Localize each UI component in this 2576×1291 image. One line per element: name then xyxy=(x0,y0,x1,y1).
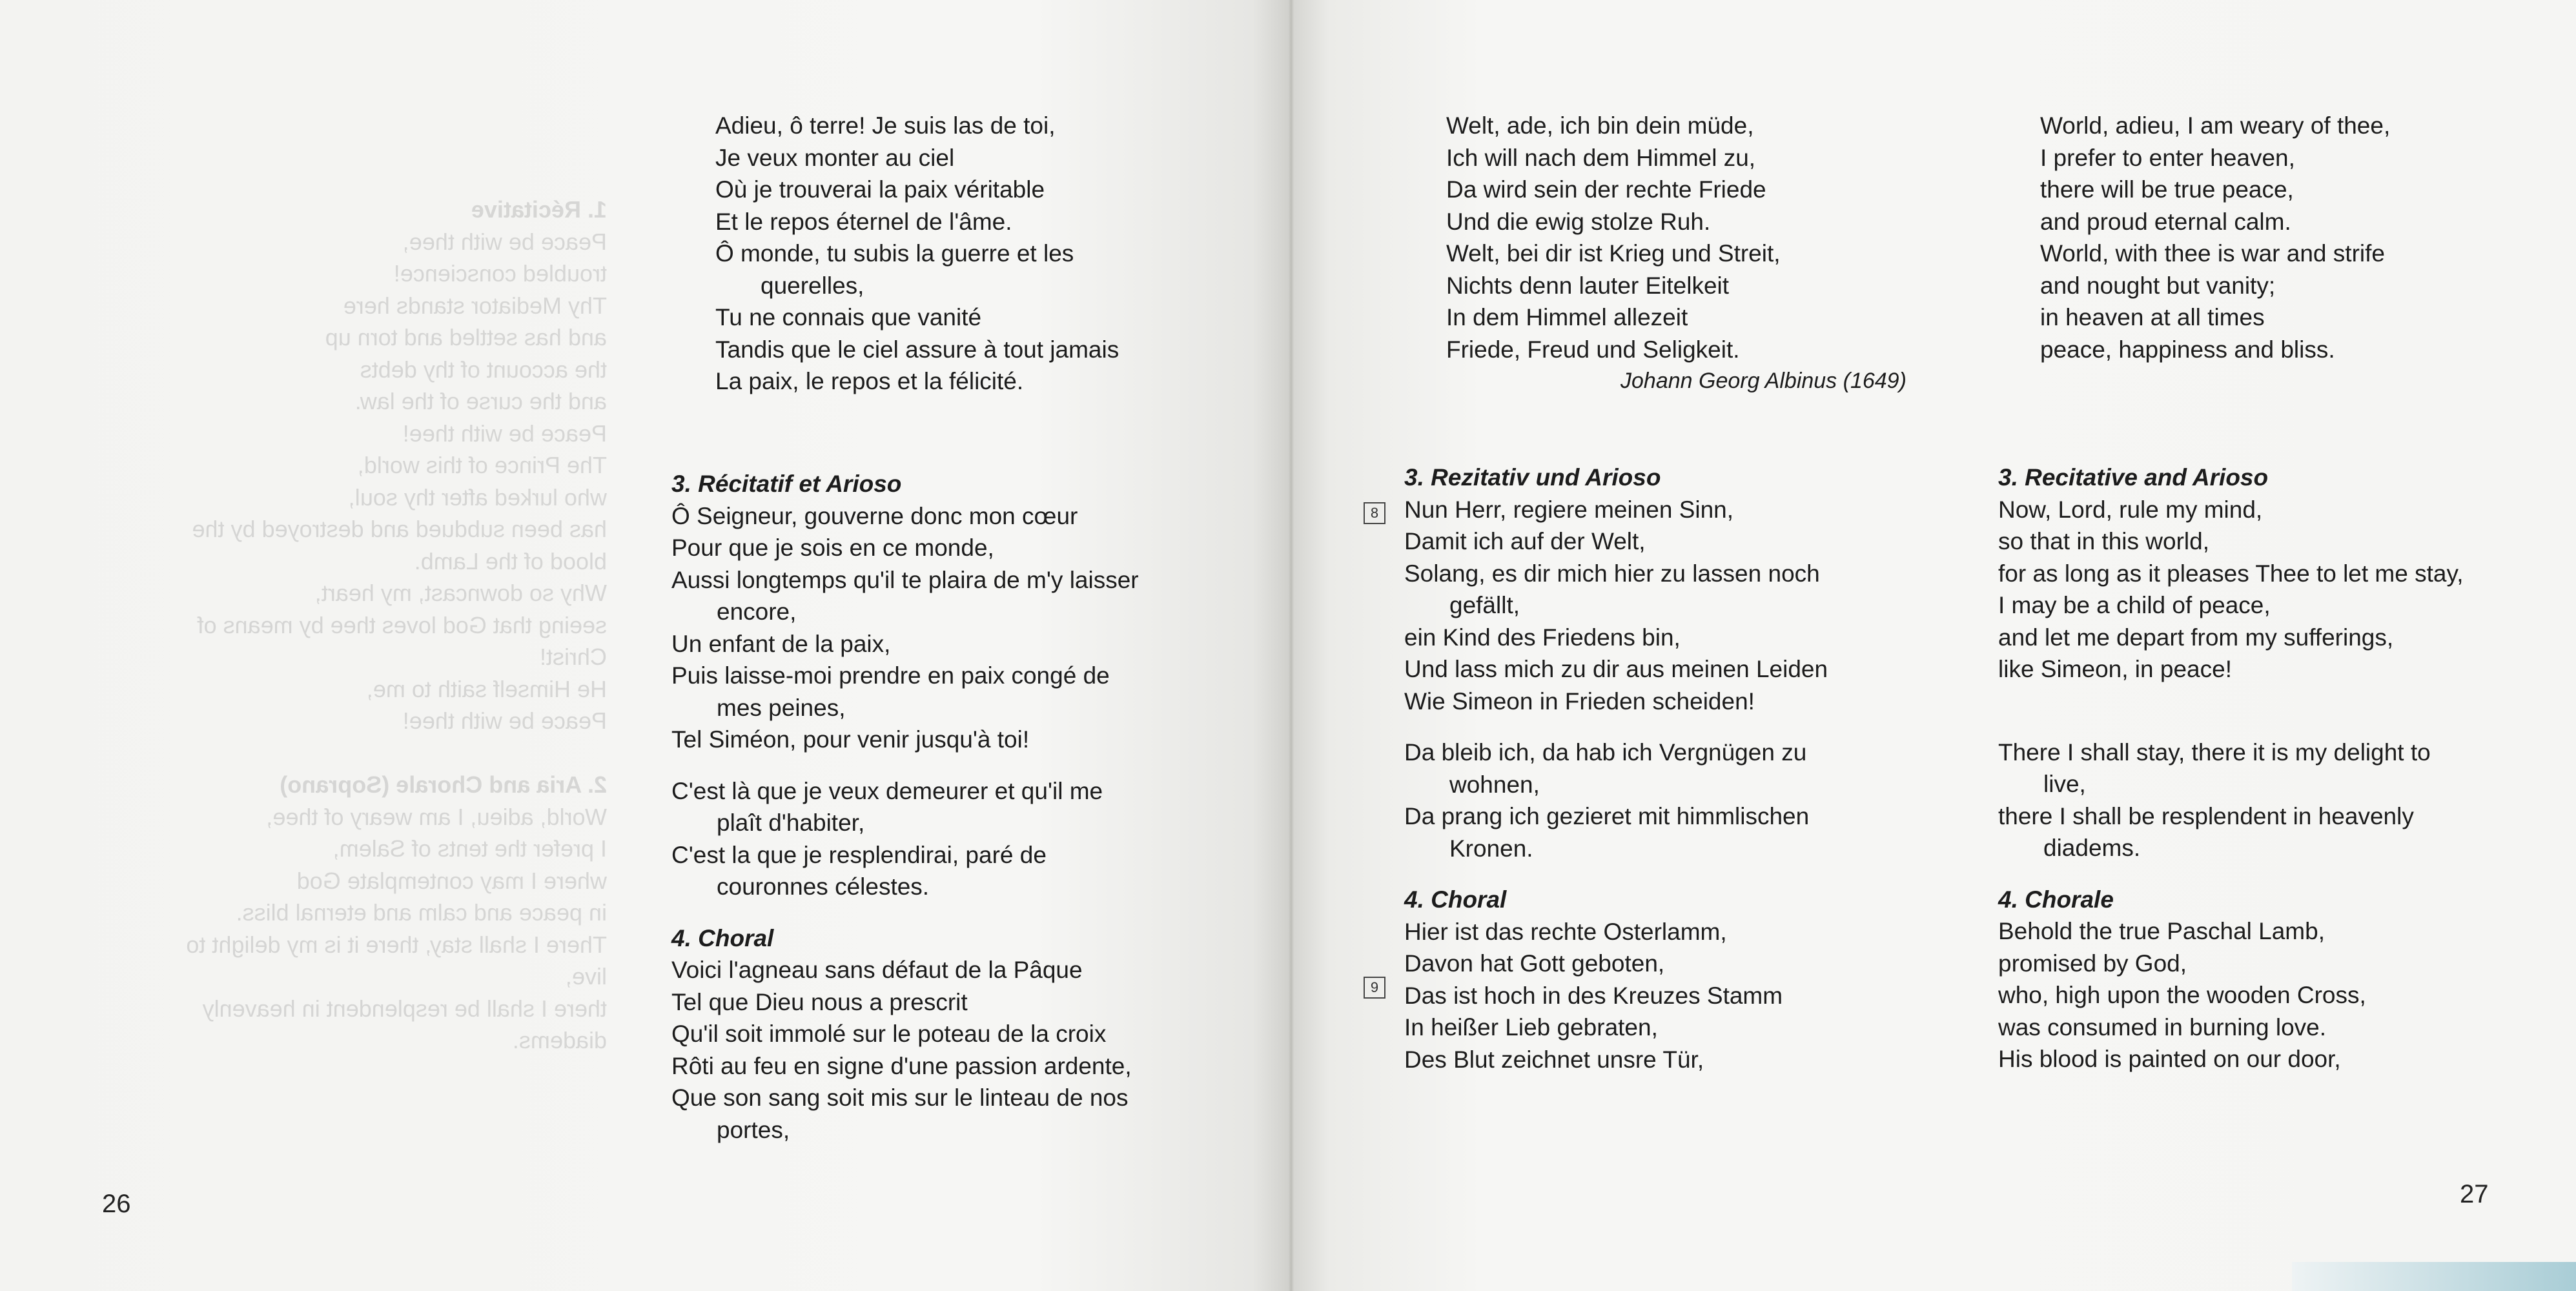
right-page xyxy=(1291,0,2576,1291)
verse-line: Damit ich auf der Welt, xyxy=(1404,528,1646,554)
poem-line: peace, happiness and bliss. xyxy=(2040,336,2335,363)
recitatif-lines-2 xyxy=(671,775,1139,903)
poem-line: World, with thee is war and strife xyxy=(2040,240,2385,267)
page-number: 27 xyxy=(2460,1180,2489,1208)
poem-line: Adieu, ô terre! Je suis las de toi, xyxy=(715,112,1056,139)
poem-line: Tu ne connais que vanité xyxy=(715,304,982,330)
poem-credit: Johann Georg Albinus (1649) xyxy=(1620,369,1906,393)
verse-line: Das ist hoch in des Kreuzes Stamm xyxy=(1404,982,1783,1009)
recitatif-lines xyxy=(671,500,1139,756)
verse-line: Tel Siméon, pour venir jusqu'à toi! xyxy=(671,726,1030,753)
page-number: 26 xyxy=(102,1190,131,1218)
verse-line: like Simeon, in peace! xyxy=(1998,656,2232,682)
track-number-9: 9 xyxy=(1364,977,1385,999)
section-heading: 3. Rezitativ und Arioso xyxy=(1404,464,1661,491)
section-heading: 3. Recitative and Arioso xyxy=(1998,464,2269,491)
ghost-line: I prefer the tents of Salem, xyxy=(332,835,607,862)
english-recitative-section xyxy=(1998,462,2464,1075)
verse-line: Voici l'agneau sans défaut de la Pâque xyxy=(671,957,1083,983)
verse-line: Un enfant de la paix, xyxy=(671,630,891,657)
verse-line: There I shall stay, there it is my delight to xyxy=(1998,738,2431,766)
verse-line: Que son sang soit mis sur le linteau de nos xyxy=(671,1084,1129,1111)
ghost-line: Thy Mediator stands here xyxy=(343,292,607,319)
poem-line: Da wird sein der rechte Friede xyxy=(1446,176,1766,203)
french-poem xyxy=(715,110,1119,398)
ghost-line: blood of the Lamb. xyxy=(414,547,607,574)
ghost-line: 1. Récitative xyxy=(471,196,607,223)
ghost-line: who lurked after thy soul, xyxy=(348,483,607,511)
french-recitatif-section xyxy=(671,468,1139,1146)
verse-line: C'est la que je resplendirai, paré de xyxy=(671,841,1047,868)
verse-line: Ô Seigneur, gouverne donc mon cœur xyxy=(671,502,1078,529)
poem-line: Und die ewig stolze Ruh. xyxy=(1446,208,1711,235)
verse-line: Kronen. xyxy=(1449,835,1533,862)
verse-line: Aussi longtemps qu'il te plaira de m'y laisser xyxy=(671,566,1139,593)
choral-lines xyxy=(671,954,1139,1146)
verse-line: Behold the true Paschal Lamb, xyxy=(1998,918,2325,944)
ghost-line: the account of thy debts xyxy=(360,356,607,383)
poem-line: I prefer to enter heaven, xyxy=(2040,144,2295,171)
verse-line: In heißer Lieb gebraten, xyxy=(1404,1014,1658,1041)
poem-line: Welt, bei dir ist Krieg und Streit, xyxy=(1446,240,1781,267)
ghost-line: Peace be with thee! xyxy=(402,420,607,447)
verse-line: and let me depart from my sufferings, xyxy=(1998,624,2394,651)
poem-line: Welt, ade, ich bin dein müde, xyxy=(1446,112,1754,139)
german-poem xyxy=(1446,110,1906,397)
ghost-line: seeing that God loves thee by means of xyxy=(197,611,607,638)
verse-line: I may be a child of peace, xyxy=(1998,592,2271,618)
ghost-line: The Prince of this world, xyxy=(357,452,607,478)
poem-line: and proud eternal calm. xyxy=(2040,208,2291,235)
verse-line: Qu'il soit immolé sur le poteau de la croix xyxy=(671,1021,1107,1047)
verse-line: Rôti au feu en signe d'une passion ardente, xyxy=(671,1052,1132,1079)
verse-line: live, xyxy=(2043,771,2086,797)
poem-line: and nought but vanity; xyxy=(2040,272,2276,299)
ghost-line: troubled conscience! xyxy=(393,260,607,287)
verse-line: His blood is painted on our door, xyxy=(1998,1046,2341,1072)
verse-line: encore, xyxy=(717,598,797,625)
verse-line: Davon hat Gott geboten, xyxy=(1404,950,1665,977)
verse-line: Wie Simeon in Frieden scheiden! xyxy=(1404,687,1755,715)
poem-line: Où je trouverai la paix véritable xyxy=(715,176,1045,203)
poem-line: Ô monde, tu subis la guerre et les xyxy=(715,240,1074,267)
ghost-line: There I shall stay, there it is my delight to xyxy=(186,931,607,958)
verse-line: wohnen, xyxy=(1449,771,1540,798)
poem-line: there will be true peace, xyxy=(2040,176,2294,203)
section-heading: 4. Choral xyxy=(1404,886,1507,913)
verse-line: Und lass mich zu dir aus meinen Leiden xyxy=(1404,656,1828,682)
ghost-line: live, xyxy=(565,963,607,990)
verse-line: plaît d'habiter, xyxy=(717,809,865,836)
ghost-line: Why so downcast, my heart, xyxy=(314,580,607,606)
verse-line: C'est là que je veux demeurer et qu'il me xyxy=(671,777,1103,804)
verse-line: for as long as it pleases Thee to let me stay, xyxy=(1998,560,2464,587)
verse-line: Da prang ich gezieret mit himmlischen xyxy=(1404,803,1810,829)
verse-line: Nun Herr, regiere meinen Sinn, xyxy=(1404,496,1734,523)
verse-line: there I shall be resplendent in heavenly xyxy=(1998,802,2414,829)
verse-line: couronnes célestes. xyxy=(717,873,930,900)
poem-line: Et le repos éternel de l'âme. xyxy=(715,208,1012,235)
book-gutter xyxy=(1289,0,1294,1291)
verse-line: Solang, es dir mich hier zu lassen noch xyxy=(1404,560,1820,587)
ghost-line: has been subdued and destroyed by the xyxy=(192,516,607,542)
verse-line: Des Blut zeichnet unsre Tür, xyxy=(1404,1046,1704,1073)
ghost-line: there I shall be resplendent in heavenly xyxy=(202,995,607,1022)
ghost-line: and has settled and torn up xyxy=(325,324,607,351)
verse-line: gefällt, xyxy=(1449,592,1520,618)
track-number-8: 8 xyxy=(1364,502,1385,524)
ghost-line: diadems. xyxy=(512,1027,607,1053)
verse-line: Puis laisse-moi prendre en paix congé de xyxy=(671,662,1110,689)
verse-line: Hier ist das rechte Osterlamm, xyxy=(1404,918,1727,945)
ghost-line: in peace and calm and eternal bliss. xyxy=(236,899,607,926)
verse-line: Tel que Dieu nous a prescrit xyxy=(671,988,968,1015)
verse-line: so that in this world, xyxy=(1998,528,2209,554)
poem-line: Je veux monter au ciel xyxy=(715,144,955,171)
ghost-line: 2. Aria and Chorale (Soprano) xyxy=(280,771,607,798)
verse-line: diadems. xyxy=(2043,835,2141,861)
poem-line: La paix, le repos et la félicité. xyxy=(715,368,1024,394)
ghost-line: where I may contemplate God xyxy=(296,867,607,894)
verse-line: promised by God, xyxy=(1998,950,2187,977)
ghost-line xyxy=(103,737,607,769)
poem-line: Friede, Freud und Seligkeit. xyxy=(1446,336,1740,363)
verse-line: portes, xyxy=(717,1116,790,1143)
section-heading: 4. Choral xyxy=(671,924,774,951)
verse-line: mes peines, xyxy=(717,694,846,721)
verse-line: who, high upon the wooden Cross, xyxy=(1998,982,2366,1008)
verse-line: was consumed in burning love. xyxy=(1998,1013,2327,1041)
verse-line: Pour que je sois en ce monde, xyxy=(671,534,994,561)
poem-line: in heaven at all times xyxy=(2040,304,2265,330)
ghost-text xyxy=(103,194,607,1057)
section-heading: 4. Chorale xyxy=(1998,886,2114,913)
poem-line: In dem Himmel allezeit xyxy=(1446,304,1688,330)
german-rezitativ-section xyxy=(1404,462,1828,1075)
english-poem xyxy=(2040,110,2390,365)
ghost-line: Peace be with thee, xyxy=(402,228,607,255)
verse-line: ein Kind des Friedens bin, xyxy=(1404,624,1681,651)
ghost-line: He Himself saith to me, xyxy=(366,675,607,702)
verse-line: Da bleib ich, da hab ich Vergnügen zu xyxy=(1404,739,1807,766)
section-heading: 3. Récitatif et Arioso xyxy=(671,471,902,497)
ghost-line: Peace be with thee! xyxy=(402,707,607,734)
page-edge-tint xyxy=(2292,1262,2576,1291)
poem-line: Tandis que le ciel assure à tout jamais xyxy=(715,336,1119,363)
ghost-line: and the curse of the law. xyxy=(354,388,607,414)
poem-line: World, adieu, I am weary of thee, xyxy=(2040,112,2391,139)
poem-line: Nichts denn lauter Eitelkeit xyxy=(1446,272,1730,299)
poem-line: Ich will nach dem Himmel zu, xyxy=(1446,144,1756,171)
ghost-line: World, adieu, I am weary of thee, xyxy=(266,803,607,830)
verse-line: Now, Lord, rule my mind, xyxy=(1998,496,2263,523)
ghost-line: Christ! xyxy=(539,644,607,670)
poem-line: querelles, xyxy=(761,272,864,299)
